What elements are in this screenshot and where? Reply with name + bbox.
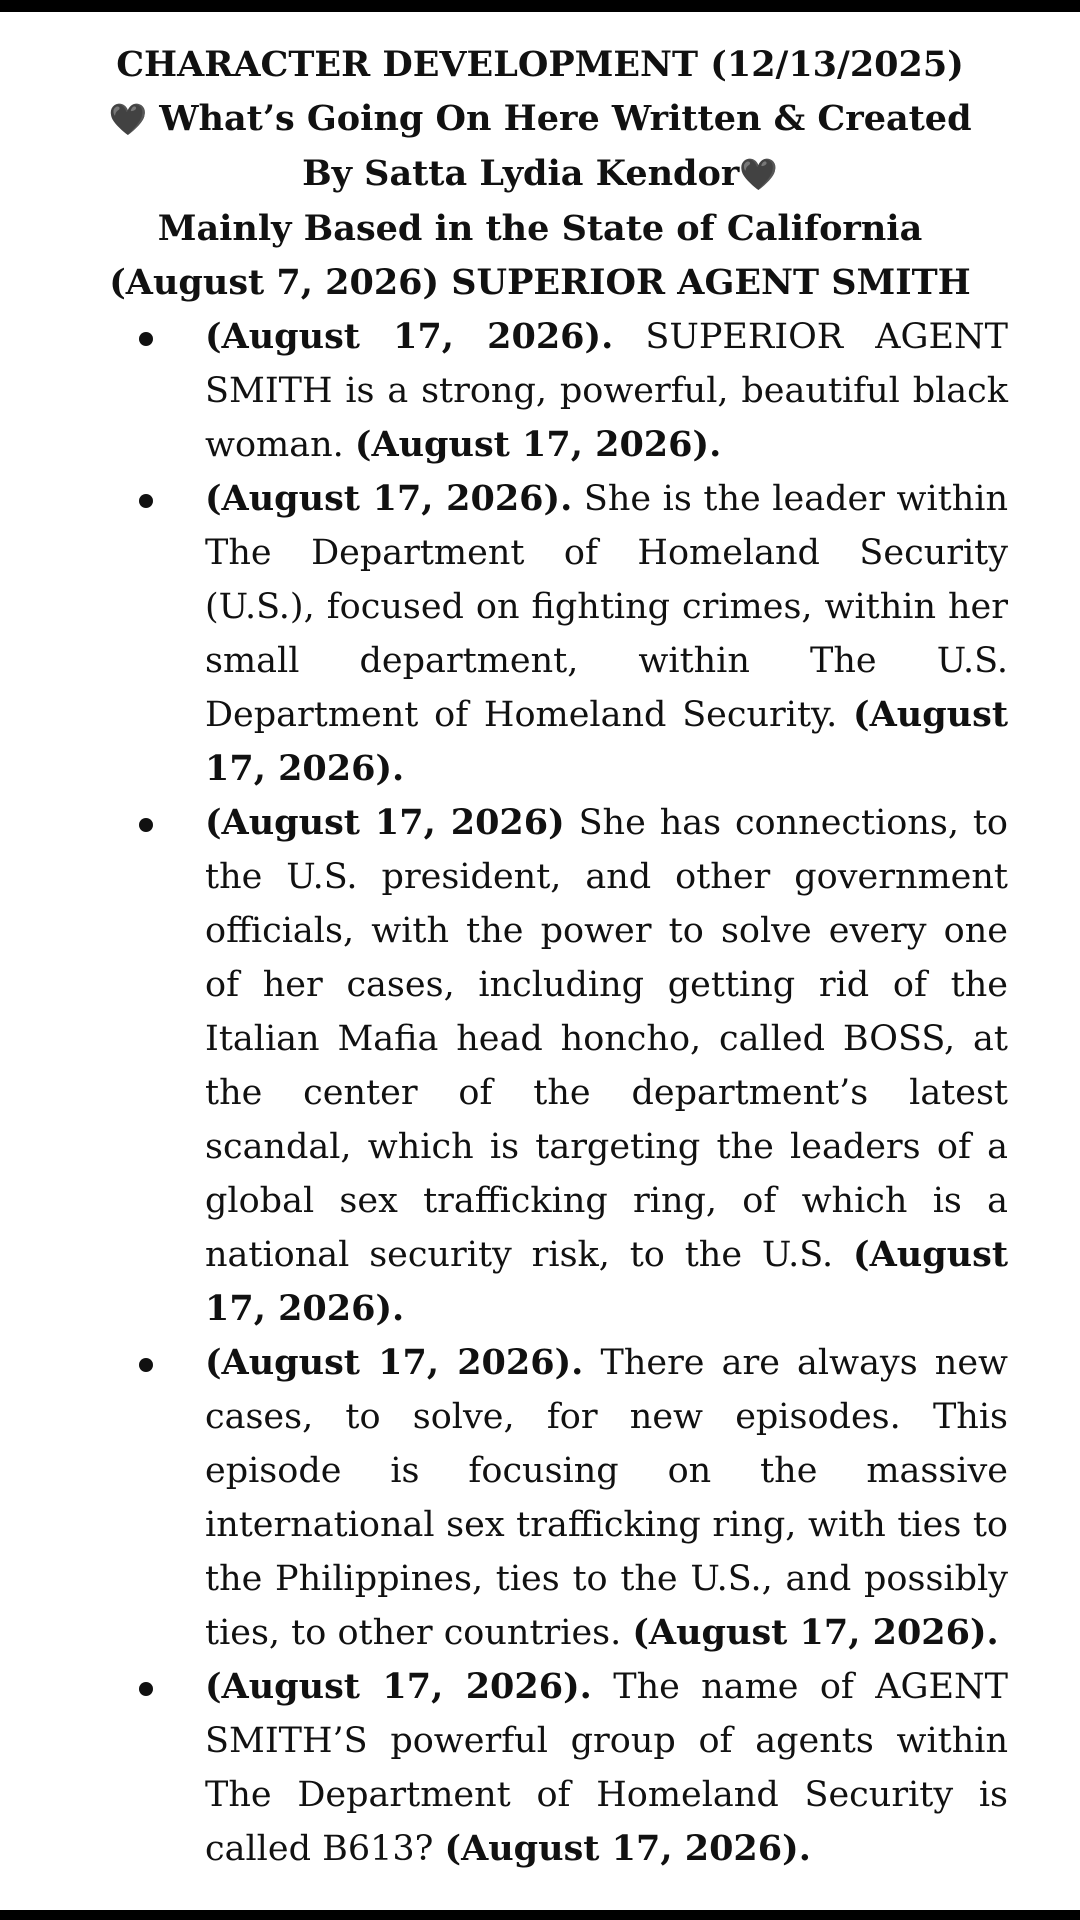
header-credit-line bbox=[40, 92, 1040, 147]
item-date-start: (August 17, 2026). bbox=[205, 1342, 584, 1383]
header-credit-text: What’s Going On Here Written & Created bbox=[147, 98, 972, 139]
header-author-line bbox=[40, 147, 1040, 202]
item-date-start: (August 17, 2026). bbox=[205, 316, 614, 357]
header-subject: (August 7, 2026) SUPERIOR AGENT SMITH bbox=[109, 262, 971, 303]
item-text: The name of AGENT SMITH’S powerful group of agents within The Department of Homeland Security is called B613? bbox=[205, 1667, 1008, 1869]
document-page bbox=[0, 12, 1080, 1910]
bullet-dot bbox=[139, 1358, 153, 1372]
list-item bbox=[205, 1336, 1008, 1660]
bullet-dot bbox=[139, 494, 153, 508]
item-date-start: (August 17, 2026) bbox=[205, 802, 565, 843]
list-item bbox=[205, 1660, 1008, 1876]
header-location: Mainly Based in the State of California bbox=[157, 208, 923, 249]
bullet-dot bbox=[139, 332, 153, 346]
item-text: SUPERIOR AGENT SMITH is a strong, powerful, beautiful black woman. bbox=[205, 317, 1008, 465]
list-item bbox=[205, 310, 1008, 472]
black-heart-icon: 🖤 bbox=[739, 157, 778, 193]
bullet-dot bbox=[139, 818, 153, 832]
bullet-dot bbox=[139, 1682, 153, 1696]
bullet-list bbox=[0, 310, 1080, 1876]
header-author-text: By Satta Lydia Kendor bbox=[302, 153, 740, 194]
item-date-end: (August 17, 2026). bbox=[354, 424, 722, 465]
document-header bbox=[0, 12, 1080, 310]
list-item bbox=[205, 796, 1008, 1336]
list-item bbox=[205, 472, 1008, 796]
item-date-end: (August 17, 2026). bbox=[205, 694, 1008, 789]
item-date-start: (August 17, 2026). bbox=[205, 478, 573, 519]
item-date-end: (August 17, 2026). bbox=[205, 1234, 1008, 1329]
item-date-end: (August 17, 2026). bbox=[444, 1828, 811, 1869]
item-text: She is the leader within The Department of Homeland Security (U.S.), focused on fighting crimes, within her small department, within The U.S. Department of Homeland Security. bbox=[205, 479, 1008, 735]
black-heart-icon: 🖤 bbox=[108, 102, 148, 138]
item-date-start: (August 17, 2026). bbox=[205, 1666, 592, 1707]
item-text: She has connections, to the U.S. president, and other government officials, with the power to solve every one of her cases, including getting rid of the Italian Mafia head honcho, called BOSS, at the center of the department’s latest scandal, which is targeting the leaders of a global sex trafficking ring, of which is a national security risk, to the U.S. bbox=[205, 803, 1008, 1275]
header-title: CHARACTER DEVELOPMENT (12/13/2025) bbox=[116, 44, 964, 85]
item-text: There are always new cases, to solve, for new episodes. This episode is focusing on the massive international sex trafficking ring, with ties to the Philippines, ties to the U.S., and possibly ties, to other countries. bbox=[205, 1343, 1008, 1653]
item-date-end: (August 17, 2026). bbox=[632, 1612, 999, 1653]
